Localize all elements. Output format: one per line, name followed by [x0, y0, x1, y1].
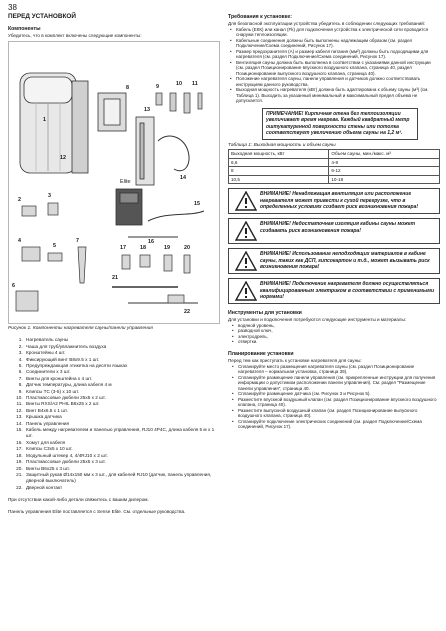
warning-text: ВНИМАНИЕ! Подключение нагревателя должно осуществляться квалифицированным электриком в соответствии с применимыми нормами! [260, 281, 434, 301]
list-item: • Вентиляция сауны должна быть выполнена в соответствии с указаниями данной инструкции (см. раздел Позиционирование впускного воздушного клапана, страница 40, раздел Позиционирование выпускного воздушного клапана, страница 40). [236, 60, 440, 77]
table-cell: 10,5 [229, 175, 329, 184]
list-item: 16. Хомут для кабеля [24, 440, 220, 446]
screws-drawing [156, 93, 202, 113]
control-panel-drawing [116, 189, 142, 225]
list-item: 19. Пластмассовые дюбели 25x5 x 3 шт. [24, 459, 220, 465]
list-item: • Выходная мощность нагревателя (кВт) должна быть адаптирована к объему сауны (м³) (см. Таблица 1). Выходить за указанный минимальный и максимальный предел объема не допускается. [236, 87, 440, 104]
callout-3: 3 [48, 192, 51, 199]
right-column [228, 14, 440, 430]
callout-7: 7 [76, 237, 79, 244]
warning-box-1 [228, 188, 440, 214]
list-item: • Кабельные соединения должны быть выполнены надлежащим образом (см. раздел Подключение/Схема соединений, Рисунок 17). [236, 38, 440, 49]
warning-text: ВНИМАНИЕ! Использование неподходящих материалов в кабине сауны, таких как ДСП, гипсокартон и т.д., может вызывать риск возникновения пожара! [260, 251, 430, 271]
requirements-intro: Для безопасной эксплуатации устройства убедитесь в соблюдении следующих требований: [228, 21, 426, 26]
table-cell: 10-18 [329, 175, 440, 184]
list-item: 18. Модульный штекер 4, 4/4RJ10 x 2 шт. [24, 453, 220, 459]
warning-text: ВНИМАНИЕ! Ненадлежащая вентиляция или расположение нагревателя может привести к сухой перегрузке, что в определенных условиях создает риск возникновения пожара! [260, 191, 419, 211]
bracket-drawing [98, 93, 126, 131]
list-item: • Кабель (ЕКК) или канал (Fk) для подключения устройства к электрической сети проводится снаружи теплоизоляции. [236, 27, 440, 38]
components-list [8, 337, 220, 491]
section-heading: ПЕРЕД УСТАНОВКОЙ [8, 13, 76, 20]
part-4-drawing [22, 247, 40, 261]
list-item: 3. Кронштейны 4 шт. [24, 350, 220, 356]
power-volume-table [228, 149, 440, 184]
components-figure [8, 41, 220, 324]
list-item: • Разместите впускной воздушный клапан (см. раздел Позиционирование впускного воздушного клапана, страница 40). [238, 397, 440, 408]
list-item: • Спланируйте размещение панели управления (см. прикрепленные инструкции для получения информации о допустимом расположении панели управления). См. раздел "Размещение панели управления", страница 40. [238, 375, 440, 392]
warning-box-4 [228, 278, 440, 304]
heater-drawing [20, 73, 88, 173]
list-item: • Спланируйте место размещения нагревателя сауны (см. раздел Позиционирование нагревателя – нормальная установка, страница 39). [238, 364, 440, 375]
warning-icon [232, 281, 260, 301]
callout-10: 10 [176, 80, 182, 87]
list-item: • водяной уровень, [238, 323, 440, 329]
list-item: • Спланируйте размещение датчика (см. Рисунок 3 и Рисунок 5). [238, 391, 440, 397]
elite-panel-note: Панель управления Elite поставляется с Sense Elite. См. отдельные руководства. [8, 509, 186, 515]
planning-list [228, 364, 440, 430]
warning-box-3 [228, 248, 440, 274]
list-item: 11. Винты RXS/A2 PHIL B6x25 x 2 шт. [24, 401, 220, 407]
components-title: Компоненты [8, 26, 41, 32]
list-item: • Размер предохранителя (A) и размер кабеля питания (мм²) должны быть подходящими для нагревателя (см. раздел Подключение/Схема соединений, Рисунок 17). [236, 49, 440, 60]
list-item: 7. Винты для кронштейна x 4 шт. [24, 376, 220, 382]
list-item: 22. Дверной контакт [24, 485, 220, 491]
list-item: 1. Нагреватель сауны [24, 337, 220, 343]
left-column [8, 26, 220, 516]
part-5-drawing [48, 253, 62, 261]
list-item: • Положение нагревателя сауны, панели управления и датчиков должно соответствовать инструкциям данного руководства. [236, 76, 440, 87]
list-item: 14. Панель управления [24, 421, 220, 427]
tools-title: Инструменты для установки [228, 310, 302, 317]
table-row [229, 167, 440, 176]
page-number: 38 [8, 3, 17, 12]
part-3-drawing [48, 203, 58, 215]
callout-4: 4 [18, 237, 21, 244]
table-row [229, 158, 440, 167]
list-item: 12. Винт B4x6.5 x 1 шт. [24, 408, 220, 414]
callout-2: 2 [18, 196, 21, 203]
list-item: 2. Чаша для труб/увлажнитель воздуха [24, 344, 220, 350]
missing-part-note: При отсутствии какой-либо детали свяжитесь с вашим дилером. [8, 497, 149, 503]
callout-13: 13 [144, 106, 150, 113]
table-cell: 4-8 [329, 158, 440, 167]
callout-14: 14 [180, 174, 186, 181]
callout-11: 11 [192, 80, 198, 87]
screw-7-drawing [78, 247, 86, 283]
planning-title: Планирование установки [228, 350, 294, 357]
callout-15: 15 [194, 200, 200, 207]
callout-20: 20 [184, 244, 190, 251]
list-item: 15. Кабель между нагревателем и панелью управления, RJ10 4P4C, длина кабеля 5 м x 1 шт. [24, 427, 220, 440]
table-caption: Таблица 1: Выходная мощность и объем сауны [228, 142, 336, 148]
list-item: • электродрель, [238, 334, 440, 340]
list-item: • Спланируйте подключение электрических соединений (см. раздел Подключение/Схема соединений, Рисунок 17). [238, 419, 440, 430]
tools-list [228, 323, 440, 345]
figure-caption: Рисунок 1. Компоненты нагревателя сауны/панели управления [8, 325, 153, 331]
elite-label: Elite [120, 178, 131, 185]
planning-intro: Перед тем как приступать к установке нагревателя для сауны: [228, 357, 362, 363]
components-illustration [8, 41, 220, 324]
callout-8: 8 [126, 84, 129, 91]
list-item: 10. Пластмассовые дюбели 25x5 x 2 шт. [24, 395, 220, 401]
requirements-title: Требования к установке: [228, 14, 292, 20]
list-item: • отвертки. [238, 339, 440, 345]
callout-12: 12 [60, 154, 66, 161]
callout-16: 16 [148, 238, 154, 245]
list-item: 5. Предупреждающая этикетка на десяти языках [24, 363, 220, 369]
callout-21: 21 [112, 274, 118, 281]
part-2-drawing [22, 206, 36, 216]
table-header-cell: Объем сауны, мин./макс. м³ [329, 149, 440, 158]
warning-icon [232, 191, 260, 211]
callout-19: 19 [164, 244, 170, 251]
table-header-row [229, 149, 440, 158]
warning-text: ВНИМАНИЕ! Недостаточная изоляция кабины сауны может создавать риск возникновения пожара! [260, 221, 416, 234]
warning-icon [232, 221, 260, 241]
callout-6: 6 [12, 282, 15, 289]
list-item: • разводной ключ, [238, 328, 440, 334]
list-item: 17. Клипсы C3x5 x 10 шт. [24, 446, 220, 452]
callout-5: 5 [53, 242, 56, 249]
rail-drawing [136, 117, 154, 185]
requirements-list [228, 27, 440, 104]
callout-22: 22 [184, 308, 190, 315]
list-item: • Разместите выпускной воздушный клапан (см. раздел Позиционирование выпускного воздушного клапана, страница 40). [238, 408, 440, 419]
list-item: 20. Винты B6x25 x 3 шт. [24, 466, 220, 472]
part-6-drawing [16, 291, 38, 311]
remark-text: ПРИМЕЧАНИЕ! Кирпичная отена без теплоизоляции увеличивает время нагрева. Каждый квадратный метр оштукатуренной поверхности стены или потолка соответствует увеличению объема сауны на 1,2 м³. [266, 110, 410, 137]
table-header-cell: Выходная мощность, кВт [229, 149, 329, 158]
callout-17: 17 [120, 244, 126, 251]
tools-intro: Для установки и подключения потребуются следующие инструменты и материалы: [228, 317, 407, 323]
warning-box-2 [228, 218, 440, 244]
callout-9: 9 [156, 83, 159, 90]
list-item: 4. Фиксирующий винт B8x9.5 x 1 шт. [24, 357, 220, 363]
list-item: 8. Датчик температуры, длина кабеля 4 м [24, 382, 220, 388]
table-cell: 6-12 [329, 167, 440, 176]
remark-box [262, 108, 418, 140]
callout-1: 1 [43, 116, 46, 123]
components-intro: Убедитесь, что в комплект включены следующие компоненты: [8, 33, 142, 38]
list-item: 6. Соединители x 3 шт. [24, 369, 220, 375]
table-cell: 8 [229, 167, 329, 176]
list-item: 9. Клипсы TC (3-5) x 10 шт. [24, 389, 220, 395]
table-row [229, 175, 440, 184]
warning-icon [232, 251, 260, 271]
table-cell: 6,6 [229, 158, 329, 167]
list-item: 13. Крышка датчика [24, 414, 220, 420]
list-item: 21. Защитный рукав Ø14x150 мм x 3 шт., для кабелей RJ10 (датчик, панель управления, дверной выключатель) [24, 472, 220, 485]
callout-18: 18 [140, 244, 146, 251]
